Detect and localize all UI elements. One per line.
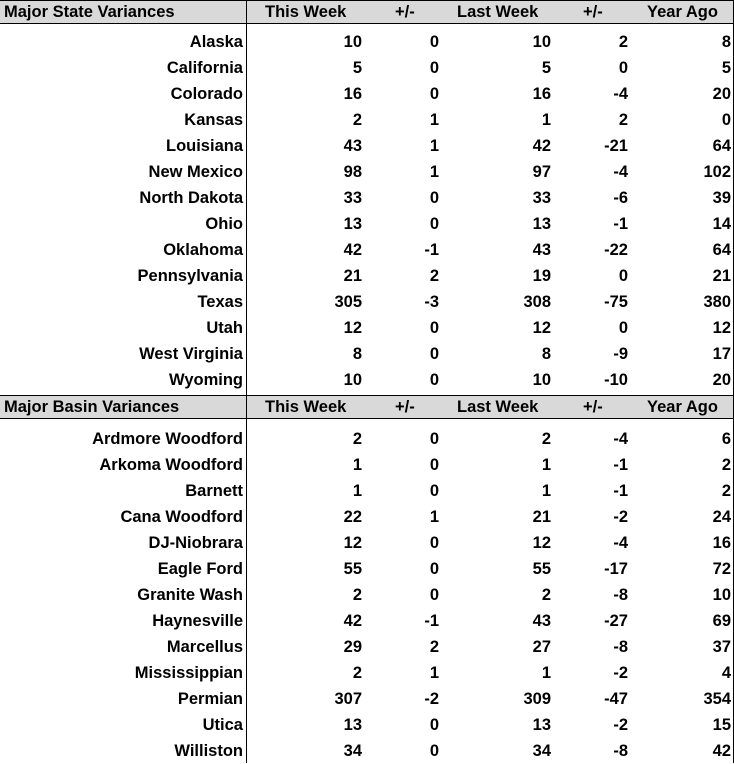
table-row	[0, 686, 734, 712]
change-week: -1	[424, 241, 439, 259]
this-week: 33	[343, 189, 362, 207]
change-year: -27	[604, 612, 628, 630]
row-label: Wyoming	[169, 371, 243, 389]
basin-header-change-year: +/-	[583, 398, 603, 416]
table-row	[0, 582, 734, 608]
last-week: 1	[541, 482, 551, 500]
this-week: 307	[334, 690, 362, 708]
last-week: 1	[541, 111, 551, 129]
this-week: 5	[352, 59, 362, 77]
change-year: -17	[604, 560, 628, 578]
year-ago: 16	[712, 534, 731, 552]
change-week: 1	[429, 137, 439, 155]
year-ago: 64	[712, 241, 731, 259]
table-row	[0, 211, 734, 237]
basin-header-change-week: +/-	[395, 398, 415, 416]
year-ago: 12	[712, 319, 731, 337]
last-week: 16	[532, 85, 551, 103]
table-row	[0, 289, 734, 315]
row-label: Louisiana	[165, 137, 243, 155]
this-week: 16	[343, 85, 362, 103]
table-row	[0, 478, 734, 504]
this-week: 10	[343, 33, 362, 51]
state-header-change-week: +/-	[395, 3, 415, 21]
change-year: -1	[613, 456, 628, 474]
table-row	[0, 159, 734, 185]
this-week: 1	[352, 456, 362, 474]
change-week: 0	[429, 742, 439, 760]
this-week: 305	[334, 293, 362, 311]
this-week: 21	[343, 267, 362, 285]
last-week: 8	[541, 345, 551, 363]
state-variances-header	[0, 0, 734, 24]
change-week: 1	[429, 111, 439, 129]
state-header-change-year: +/-	[583, 3, 603, 21]
row-label: North Dakota	[139, 189, 243, 207]
year-ago: 8	[721, 33, 731, 51]
row-label: West Virginia	[139, 345, 243, 363]
this-week: 34	[343, 742, 362, 760]
year-ago: 21	[712, 267, 731, 285]
row-label: Texas	[197, 293, 243, 311]
year-ago: 72	[712, 560, 731, 578]
last-week: 34	[532, 742, 551, 760]
table-row	[0, 107, 734, 133]
year-ago: 20	[712, 85, 731, 103]
table-row	[0, 504, 734, 530]
year-ago: 2	[721, 456, 731, 474]
year-ago: 6	[721, 430, 731, 448]
change-week: 0	[429, 534, 439, 552]
table-row	[0, 426, 734, 452]
last-week: 13	[532, 215, 551, 233]
row-label: Barnett	[185, 482, 243, 500]
row-label: Ohio	[205, 215, 243, 233]
last-week: 1	[541, 456, 551, 474]
last-week: 12	[532, 534, 551, 552]
this-week: 13	[343, 215, 362, 233]
change-year: -75	[604, 293, 628, 311]
change-year: -22	[604, 241, 628, 259]
change-week: 0	[429, 189, 439, 207]
last-week: 42	[532, 137, 551, 155]
row-label: Utah	[206, 319, 243, 337]
this-week: 55	[343, 560, 362, 578]
change-year: -47	[604, 690, 628, 708]
year-ago: 69	[712, 612, 731, 630]
row-label: Ardmore Woodford	[92, 430, 243, 448]
this-week: 10	[343, 371, 362, 389]
change-week: -1	[424, 612, 439, 630]
basin-header-this-week: This Week	[265, 398, 347, 416]
change-week: 0	[429, 85, 439, 103]
last-week: 1	[541, 664, 551, 682]
state-header-this-week: This Week	[265, 3, 347, 21]
row-label: Granite Wash	[137, 586, 243, 604]
divider-state-left	[246, 0, 247, 395]
year-ago: 20	[712, 371, 731, 389]
table-row	[0, 133, 734, 159]
last-week: 43	[532, 612, 551, 630]
last-week: 308	[523, 293, 551, 311]
last-week: 2	[541, 430, 551, 448]
this-week: 29	[343, 638, 362, 656]
table-row	[0, 55, 734, 81]
divider-basin-left	[246, 395, 247, 763]
row-label: Alaska	[189, 33, 243, 51]
row-label: New Mexico	[148, 163, 243, 181]
change-week: 0	[429, 560, 439, 578]
this-week: 12	[343, 534, 362, 552]
change-year: -8	[613, 638, 628, 656]
table-row	[0, 315, 734, 341]
change-year: -1	[613, 482, 628, 500]
change-week: 1	[429, 508, 439, 526]
last-week: 12	[532, 319, 551, 337]
change-week: -3	[424, 293, 439, 311]
change-year: -2	[613, 664, 628, 682]
change-week: -2	[424, 690, 439, 708]
table-row	[0, 81, 734, 107]
change-year: -4	[613, 85, 628, 103]
change-week: 0	[429, 319, 439, 337]
row-label: Kansas	[184, 111, 243, 129]
year-ago: 39	[712, 189, 731, 207]
last-week: 33	[532, 189, 551, 207]
table-row	[0, 185, 734, 211]
year-ago: 354	[703, 690, 731, 708]
row-label: Marcellus	[166, 638, 243, 656]
this-week: 12	[343, 319, 362, 337]
this-week: 2	[352, 586, 362, 604]
change-week: 0	[429, 482, 439, 500]
this-week: 13	[343, 716, 362, 734]
table-row	[0, 367, 734, 393]
change-year: -4	[613, 430, 628, 448]
table-row	[0, 263, 734, 289]
change-week: 0	[429, 716, 439, 734]
year-ago: 14	[712, 215, 731, 233]
year-ago: 4	[721, 664, 731, 682]
year-ago: 42	[712, 742, 731, 760]
basin-header-last-week: Last Week	[457, 398, 539, 416]
change-year: -4	[613, 163, 628, 181]
row-label: California	[166, 59, 243, 77]
last-week: 10	[532, 33, 551, 51]
change-week: 0	[429, 456, 439, 474]
change-year: -2	[613, 716, 628, 734]
table-row	[0, 341, 734, 367]
this-week: 43	[343, 137, 362, 155]
row-label: Permian	[177, 690, 243, 708]
change-year: -2	[613, 508, 628, 526]
year-ago: 15	[712, 716, 731, 734]
basin-variances-header	[0, 395, 734, 419]
change-year: -21	[604, 137, 628, 155]
this-week: 2	[352, 664, 362, 682]
table-row	[0, 738, 734, 764]
year-ago: 64	[712, 137, 731, 155]
this-week: 2	[352, 430, 362, 448]
change-week: 0	[429, 215, 439, 233]
last-week: 43	[532, 241, 551, 259]
row-label: Arkoma Woodford	[99, 456, 243, 474]
row-label: DJ-Niobrara	[148, 534, 243, 552]
row-label: Eagle Ford	[157, 560, 243, 578]
this-week: 8	[352, 345, 362, 363]
row-label: Utica	[202, 716, 243, 734]
table-row	[0, 530, 734, 556]
table-row	[0, 29, 734, 55]
change-year: -9	[613, 345, 628, 363]
change-week: 0	[429, 371, 439, 389]
table-row	[0, 556, 734, 582]
state-header-year-ago: Year Ago	[647, 3, 718, 21]
row-label: Haynesville	[152, 612, 243, 630]
this-week: 1	[352, 482, 362, 500]
table-row	[0, 237, 734, 263]
last-week: 97	[532, 163, 551, 181]
table-row	[0, 712, 734, 738]
year-ago: 5	[721, 59, 731, 77]
change-week: 0	[429, 33, 439, 51]
state-header-label: Major State Variances	[4, 3, 175, 21]
year-ago: 380	[703, 293, 731, 311]
this-week: 22	[343, 508, 362, 526]
last-week: 309	[523, 690, 551, 708]
year-ago: 37	[712, 638, 731, 656]
table-row	[0, 608, 734, 634]
change-week: 0	[429, 586, 439, 604]
row-label: Mississippian	[134, 664, 243, 682]
table-row	[0, 452, 734, 478]
table-row	[0, 660, 734, 686]
change-year: 2	[618, 33, 628, 51]
last-week: 5	[541, 59, 551, 77]
change-week: 1	[429, 163, 439, 181]
change-year: 0	[618, 267, 628, 285]
last-week: 2	[541, 586, 551, 604]
change-week: 2	[429, 638, 439, 656]
change-year: -4	[613, 534, 628, 552]
change-week: 1	[429, 664, 439, 682]
state-header-last-week: Last Week	[457, 3, 539, 21]
basin-header-label: Major Basin Variances	[4, 398, 180, 416]
change-year: -10	[604, 371, 628, 389]
row-label: Pennsylvania	[137, 267, 243, 285]
last-week: 19	[532, 267, 551, 285]
row-label: Oklahoma	[163, 241, 243, 259]
change-year: 2	[618, 111, 628, 129]
change-week: 0	[429, 59, 439, 77]
change-week: 2	[429, 267, 439, 285]
last-week: 13	[532, 716, 551, 734]
change-year: 0	[618, 319, 628, 337]
change-year: -6	[613, 189, 628, 207]
basin-header-year-ago: Year Ago	[647, 398, 718, 416]
this-week: 42	[343, 612, 362, 630]
year-ago: 10	[712, 586, 731, 604]
change-year: 0	[618, 59, 628, 77]
last-week: 27	[532, 638, 551, 656]
row-label: Cana Woodford	[120, 508, 243, 526]
year-ago: 2	[721, 482, 731, 500]
row-label: Colorado	[170, 85, 243, 103]
year-ago: 24	[712, 508, 731, 526]
year-ago: 0	[721, 111, 731, 129]
year-ago: 102	[703, 163, 731, 181]
change-year: -1	[613, 215, 628, 233]
last-week: 21	[532, 508, 551, 526]
change-year: -8	[613, 742, 628, 760]
change-week: 0	[429, 345, 439, 363]
table-row	[0, 634, 734, 660]
last-week: 55	[532, 560, 551, 578]
change-year: -8	[613, 586, 628, 604]
last-week: 10	[532, 371, 551, 389]
change-week: 0	[429, 430, 439, 448]
year-ago: 17	[712, 345, 731, 363]
this-week: 98	[343, 163, 362, 181]
this-week: 42	[343, 241, 362, 259]
this-week: 2	[352, 111, 362, 129]
row-label: Williston	[174, 742, 243, 760]
